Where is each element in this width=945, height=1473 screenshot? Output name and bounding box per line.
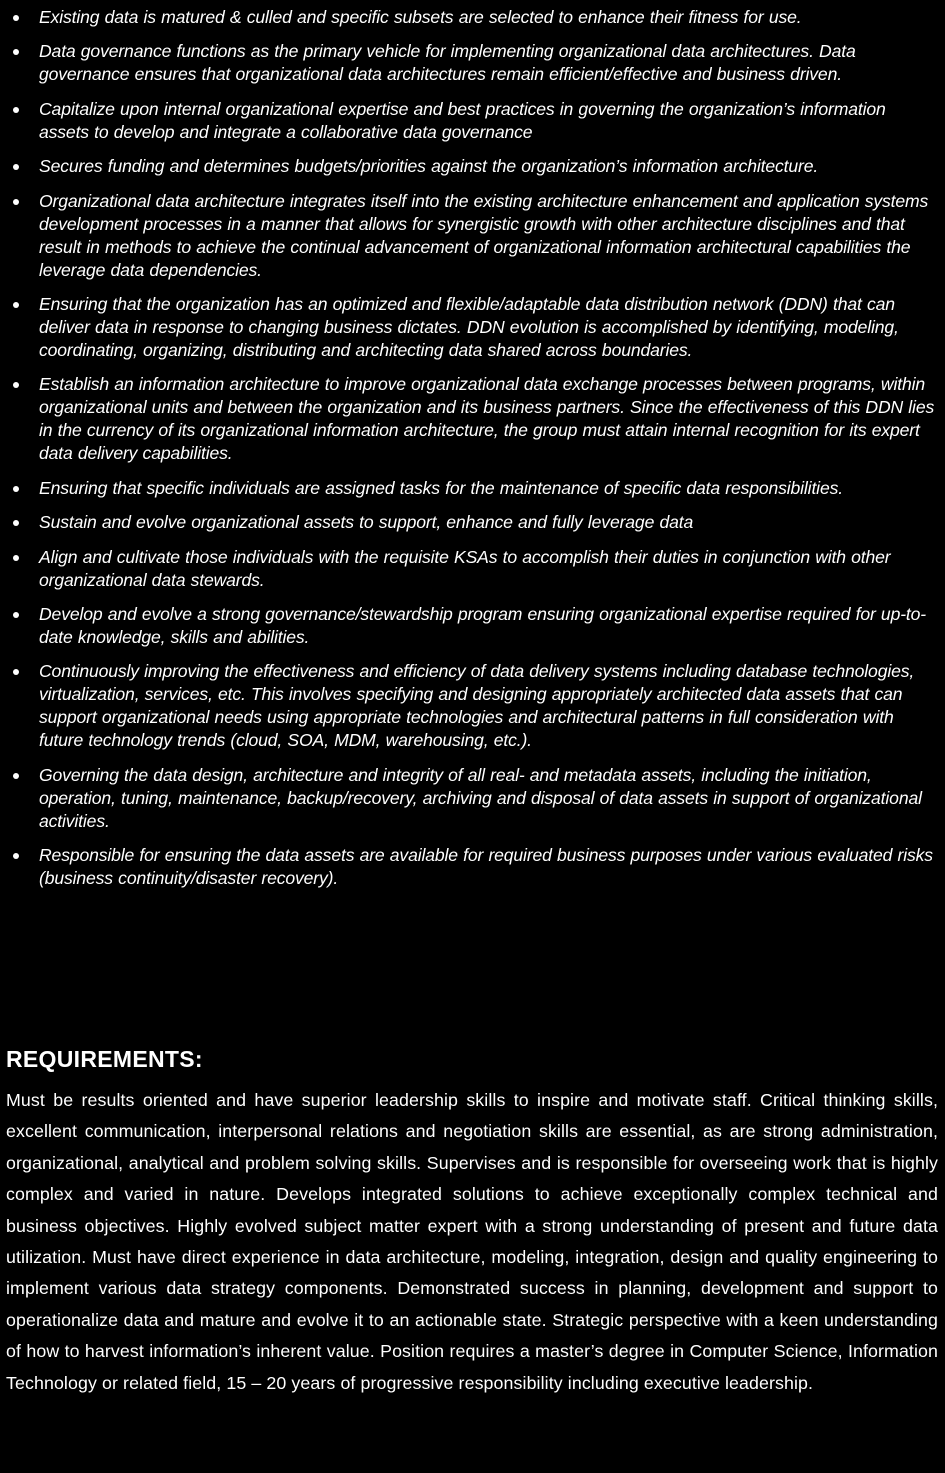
list-item-text: Data governance functions as the primary vehicle for implementing organizational data architectures. Data governance ensures that organizational data architectures remain efficient/effective and business driven. — [39, 41, 856, 85]
bullet-icon — [13, 107, 19, 113]
bullet-icon — [13, 302, 19, 308]
list-item — [0, 511, 945, 534]
bullet-icon — [13, 49, 19, 55]
list-item — [0, 764, 945, 833]
list-item — [0, 155, 945, 178]
bullet-icon — [13, 164, 19, 170]
list-item — [0, 477, 945, 500]
list-item-text: Continuously improving the effectiveness and efficiency of data delivery systems including database technologies, virtualization, services, etc. This involves specifying and designing appropriately architected data assets that can support organizational needs using appropriate technologies and architectural patterns in full consideration with future technology trends (cloud, SOA, MDM, warehousing, etc.). — [39, 661, 915, 751]
bullet-icon — [13, 853, 19, 859]
bullet-icon — [13, 773, 19, 779]
bullet-icon — [13, 486, 19, 492]
list-item — [0, 844, 945, 890]
bullet-icon — [13, 15, 19, 21]
list-item-text: Secures funding and determines budgets/priorities against the organization’s information architecture. — [39, 156, 819, 177]
list-item-text: Ensuring that the organization has an optimized and flexible/adaptable data distribution network (DDN) that can deliver data in response to changing business dictates. DDN evolution is accomplished by identifying, modeling, coordinating, organizing, distributing and architecting data shared across boundaries. — [39, 293, 899, 360]
bullet-icon — [13, 382, 19, 388]
list-item-text: Align and cultivate those individuals with the requisite KSAs to accomplish their duties in conjunction with other organizational data stewards. — [39, 546, 891, 590]
list-item — [0, 40, 945, 86]
list-item — [0, 6, 945, 29]
requirements-heading: REQUIREMENTS: — [6, 1046, 203, 1072]
requirements-paragraph: Must be results oriented and have superior leadership skills to inspire and motivate staff. Critical thinking skills, excellent communication, interpersonal relations and negotiation skills are essential, as are strong administration, organizational, analytical and problem solving skills. Supervises and is responsible for overseeing work that is highly complex and varied in nature. Develops integrated solutions to achieve exceptionally complex technical and business objectives. Highly evolved subject matter expert with a strong understanding of present and future data utilization. Must have direct experience in data architecture, modeling, integration, design and quality engineering to implement various data strategy components. Demonstrated success in planning, development and support to operationalize data and mature and evolve it to an actionable state. Strategic perspective with a keen understanding of how to harvest information’s inherent value. Position requires a master’s degree in Computer Science, Information Technology or related field, 15 – 20 years of progressive responsibility including executive leadership. — [6, 1090, 938, 1393]
list-item-text: Responsible for ensuring the data assets are available for required business purposes under various evaluated risks (business continuity/disaster recovery). — [39, 845, 933, 889]
list-item — [0, 293, 945, 362]
bullet-icon — [13, 199, 19, 205]
list-item-text: Establish an information architecture to improve organizational data exchange processes between programs, within organizational units and between the organization and its business partners. Since the effectiveness of this DDN lies in the currency of its organizational information architecture, the group must attain internal recognition for its expert data delivery capabilities. — [39, 374, 935, 464]
bullet-icon — [13, 520, 19, 526]
list-item-text: Capitalize upon internal organizational expertise and best practices in governing the organization’s information assets to develop and integrate a collaborative data governance — [39, 98, 886, 142]
responsibilities-list — [0, 6, 945, 901]
list-item-text: Ensuring that specific individuals are assigned tasks for the maintenance of specific data responsibilities. — [39, 477, 843, 498]
list-item — [0, 546, 945, 592]
list-item — [0, 660, 945, 752]
list-item — [0, 190, 945, 282]
list-item — [0, 98, 945, 144]
list-item-text: Organizational data architecture integrates itself into the existing architecture enhancement and application systems development processes in a manner that allows for synergistic growth with other architecture disciplines and that result in methods to achieve the continual advancement of organizational information architectural capabilities the leverage data dependencies. — [39, 190, 929, 280]
bullet-icon — [13, 555, 19, 561]
bullet-icon — [13, 612, 19, 618]
bullet-icon — [13, 669, 19, 675]
list-item-text: Develop and evolve a strong governance/stewardship program ensuring organizational expertise required for up-to-date knowledge, skills and abilities. — [39, 603, 926, 647]
list-item — [0, 603, 945, 649]
list-item-text: Existing data is matured & culled and specific subsets are selected to enhance their fitness for use. — [39, 7, 802, 27]
list-item — [0, 373, 945, 465]
list-item-text: Governing the data design, architecture and integrity of all real- and metadata assets, including the initiation, operation, tuning, maintenance, backup/recovery, archiving and disposal of data assets in support of organizational activities. — [39, 764, 922, 831]
list-item-text: Sustain and evolve organizational assets to support, enhance and fully leverage data — [39, 512, 694, 533]
